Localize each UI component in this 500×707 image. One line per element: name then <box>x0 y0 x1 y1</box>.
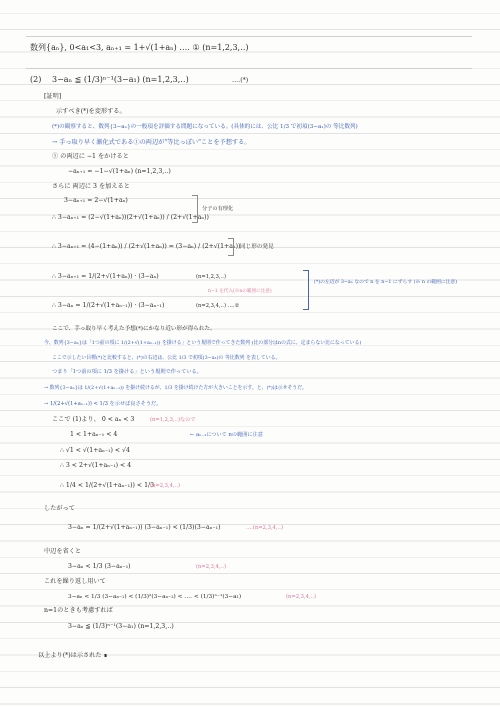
proof-line-24-tag: ‥‥(n=2,3,4,‥) <box>246 525 283 531</box>
proof-line-14: ここで示したい目標(*)と比較すると、(*)の右辺は、公比 1/3 で初項(3−a₁)の 等比数列 を表している。 <box>52 355 281 361</box>
proof-line-22: ∴ 1/4 < 1/(2+√(1+aₙ₋₁)) < 1/3 <box>60 482 155 489</box>
shift-note: n−1 を代入(※nの範囲に注意) <box>208 289 272 294</box>
proof-line-4: ① の両辺に −1 をかけると <box>52 153 129 160</box>
same-form-bracket <box>228 238 234 256</box>
proof-line-18-tag: (n=1,2,3,‥)なので <box>150 417 196 423</box>
proof-line-17: → 1/(2+√(1+aₙ₋₁)) < 1/3 を示せば良さそうだ。 <box>44 401 162 407</box>
shift-side-note: (*)の左辺が 3−aₙ なので n を n−1 にずらす (※ n の範囲に注意) <box>314 280 458 285</box>
proof-line-7: 3−aₙ₊₁ = 2−√(1+aₙ) <box>64 197 128 204</box>
proof-line-26-tag: (n=2,3,4,‥) <box>196 564 227 570</box>
proof-label: [証明] <box>44 93 62 100</box>
proof-line-25: 中辺を省くと <box>44 548 82 555</box>
range-note: ← aₙ₋₁について nの範囲に注意 <box>190 432 263 438</box>
proof-line-9: ∴ 3−aₙ₊₁ = (4−(1+aₙ)) / (2+√(1+aₙ)) = (3−aₙ) / (2+√(1+aₙ)) <box>52 243 241 250</box>
proof-line-27: これを繰り返し用いて <box>44 578 106 585</box>
proof-line-12: ここで、手っ取り早く考えた予想(*)にかなり近い形が得られた。 <box>52 326 216 332</box>
proof-line-2: (*)の観察すると、数列{3−aₙ}の一般項を評価する問題になっている。(具体的には、公比 1/3 で初項(3−a₁)の 等比数列) <box>52 124 358 130</box>
section-rule <box>26 68 472 69</box>
proof-line-15: つまり「1つ前の項に 1/3 を掛ける」という規則で作っている。 <box>52 369 202 375</box>
proof-line-5: −aₙ₊₁ = −1−√(1+aₙ) (n=1,2,3,‥) <box>68 168 171 175</box>
proof-line-30: 3−aₙ ≦ (1/3)ⁿ⁻¹(3−a₁) (n=1,2,3,‥) <box>68 623 174 630</box>
proof-line-10: ∴ 3−aₙ₊₁ = 1/(2+√(1+aₙ)) · (3−aₙ) <box>52 273 159 280</box>
rationalize-bracket <box>192 195 198 223</box>
proof-line-6: さらに 両辺に 3 を加えると <box>52 183 130 190</box>
proof-line-3: → 手っ取り早く漸化式である①の両辺が"等比っぽい"ことを予想する。 <box>52 139 251 146</box>
claim: 3−aₙ ≦ (1/3)ⁿ⁻¹(3−a₁) (n=1,2,3,‥) <box>52 75 189 84</box>
same-form-note: 同じ形の発見 <box>240 244 274 250</box>
proof-conclusion: 以上より(*)は示された ∎ <box>38 652 108 659</box>
proof-line-1: 示すべき(*)を変形する。 <box>56 108 126 115</box>
proof-line-28: 3−aₙ < 1/3 (3−aₙ₋₁) < (1/3)²(3−aₙ₋₂) < ‥‥ < (1/3)ⁿ⁻¹(3−a₁) <box>68 594 242 600</box>
proof-line-19: 1 < 1+aₙ₋₁ < 4 <box>70 431 118 438</box>
proof-line-28-tag: (n=2,3,4,‥) <box>286 594 317 600</box>
proof-line-23: したがって <box>44 505 75 512</box>
part-label: (2) <box>30 75 42 84</box>
rationalize-note: 分子の有理化 <box>202 206 234 212</box>
proof-line-10-tag: (n=1,2,3,‥) <box>196 274 227 280</box>
proof-line-18: ここで (1)より、 0 < aₙ < 3 <box>52 416 135 423</box>
proof-line-13: 今、数列{3−aₙ}は「1つ前の項に 1/(2+√(1+aₙ₋₁)) を掛ける」という規則で作ってきた数列 (比の部分はnの式に、定まらない比になっている) <box>44 340 362 346</box>
proof-line-22-tag: (n=2,3,4,‥) <box>150 483 181 489</box>
proof-line-21: ∴ 3 < 2+√(1+aₙ₋₁) < 4 <box>60 462 132 469</box>
proof-line-24: 3−aₙ = 1/(2+√(1+aₙ₋₁)) (3−aₙ₋₁) < (1/3)(3−aₙ₋₁) <box>68 524 221 531</box>
problem-statement: 数列{aₙ}, 0<a₁<3, aₙ₊₁ = 1+√(1+aₙ) ‥‥ ① (n=1,2,3,‥) <box>30 43 249 52</box>
proof-line-20: ∴ √1 < √(1+aₙ₋₁) < √4 <box>60 447 130 454</box>
proof-line-29: n=1のときも考慮すれば <box>44 607 113 614</box>
top-rule <box>26 36 472 37</box>
shift-bracket <box>303 270 309 310</box>
claim-tag: ‥‥(*) <box>232 77 249 84</box>
proof-line-11: ∴ 3−aₙ = 1/(2+√(1+aₙ₋₁)) · (3−aₙ₋₁) <box>52 302 165 309</box>
proof-line-8: ∴ 3−aₙ₊₁ = (2−√(1+aₙ))(2+√(1+aₙ)) / (2+√(1+aₙ)) <box>52 214 209 221</box>
proof-line-26: 3−aₙ < 1/3 (3−aₙ₋₁) <box>68 563 131 570</box>
proof-line-16: → 数列{3−aₙ}は 1/(2+√(1+aₙ₋₁)) を掛け続けるが、1/3 を掛け続けた方が大きいことを示す。と、(*)は示せそうだ。 <box>44 385 307 391</box>
proof-line-11-tag: (n=2,3,4,‥) ‥‥② <box>196 303 240 309</box>
